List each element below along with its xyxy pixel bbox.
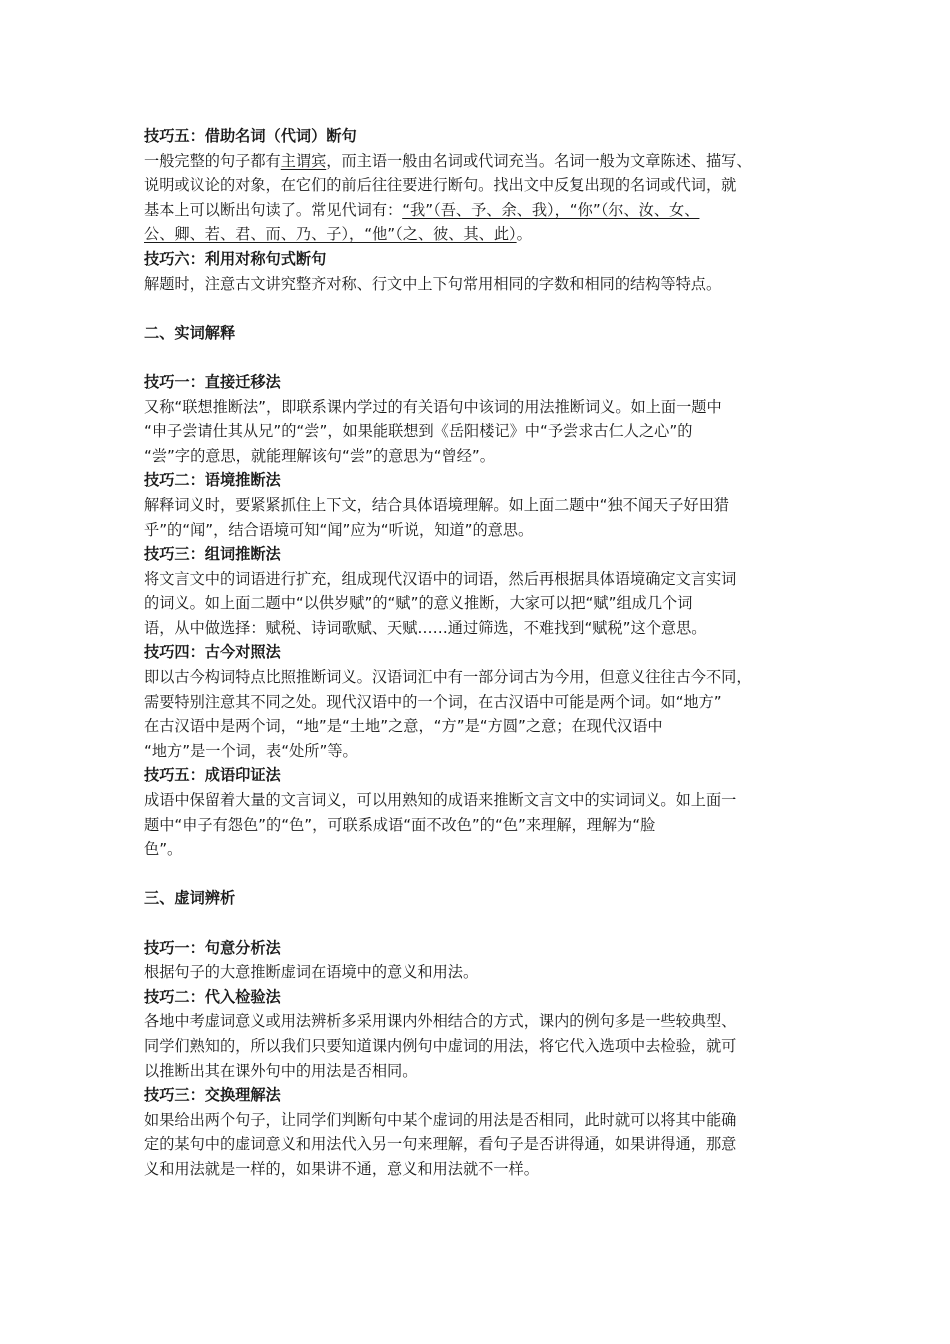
paragraph-line (144, 690, 816, 715)
paragraph-line (144, 444, 816, 469)
paragraph-line (144, 173, 816, 198)
paragraph (144, 493, 816, 542)
paragraph-line (144, 714, 816, 739)
blank-line (144, 862, 816, 887)
text-run: 色”。 (144, 840, 183, 859)
underlined-text: 主谓宾 (280, 151, 327, 170)
text-run: 语，从中做选择：赋税、诗词歌赋、天赋……通过筛选，不难找到“赋税”这个意思。 (144, 618, 707, 637)
underlined-text: “我”（吾、予、余、我），“你”（尔、汝、女、 (402, 200, 700, 219)
blank-line (144, 911, 816, 936)
text-run: ，而主语一般由名词或代词充当。名词一般为文章陈述、描写、 (326, 151, 752, 170)
paragraph-line (144, 198, 816, 223)
blank-line (144, 345, 816, 370)
technique-heading: 技巧一：句意分析法 (144, 938, 281, 957)
text-run: 乎”的“闻”，结合语境可知“闻”应为“听说，知道”的意思。 (144, 520, 534, 539)
underlined-text: 公、卿、若、君、而、乃、子），“他”（之、彼、其、此） (144, 225, 517, 244)
technique-heading: 技巧二：代入检验法 (144, 987, 281, 1006)
paragraph (144, 1108, 816, 1182)
text-run: “地方”是一个词，表“处所”等。 (144, 741, 358, 760)
text-run: 定的某句中的虚词意义和用法代入另一句来理解，看句子是否讲得通，如果讲得通，那意 (144, 1135, 737, 1154)
text-run: 题中“申子有怨色”的“色”，可联系成语“面不改色”的“色”来理解，理解为“脸 (144, 815, 656, 834)
paragraph (144, 665, 816, 763)
text-run: “申子尝请仕其从兄”的“尝”，如果能联想到《岳阳楼记》中“予尝求古仁人之心”的 (144, 422, 693, 441)
paragraph-line (144, 395, 816, 420)
paragraph-line (144, 567, 816, 592)
paragraph-line (144, 813, 816, 838)
technique-heading: 技巧五：借助名词（代词）断句 (144, 127, 357, 145)
paragraph-line (144, 419, 816, 444)
technique-heading: 技巧一：直接迁移法 (144, 372, 281, 391)
technique-heading: 技巧四：古今对照法 (144, 643, 281, 662)
text-run: 的词义。如上面二题中“以供岁赋”的“赋”的意义推断，大家可以把“赋”组成几个词 (144, 594, 693, 613)
blank-line (144, 296, 816, 321)
section-heading: 三、虚词辨析 (144, 889, 236, 908)
paragraph (144, 395, 816, 469)
text-run: 以推断出其在课外句中的用法是否相同。 (144, 1061, 418, 1080)
paragraph-line (144, 665, 816, 690)
section-heading: 二、实词解释 (144, 323, 236, 342)
paragraph-line (144, 272, 816, 297)
text-run: 成语中保留着大量的文言词义，可以用熟知的成语来推断文言文中的实词词义。如上面一 (144, 791, 737, 810)
paragraph-line (144, 149, 816, 174)
paragraph (144, 567, 816, 641)
paragraph (144, 960, 816, 985)
text-run: 各地中考虚词意义或用法辨析多采用课内外相结合的方式，课内的例句多是一些较典型、 (144, 1012, 737, 1031)
paragraph-line (144, 1009, 816, 1034)
text-run: 解题时，注意古文讲究整齐对称、行文中上下句常用相同的字数和相同的结构等特点。 (144, 274, 722, 293)
technique-heading: 技巧二：语境推断法 (144, 471, 281, 490)
text-run: 一般完整的句子都有 (144, 151, 281, 170)
technique-heading: 技巧三：组词推断法 (144, 545, 281, 564)
text-run: 根据句子的大意推断虚词在语境中的意义和用法。 (144, 963, 479, 982)
text-run: 解释词义时，要紧紧抓住上下文，结合具体语境理解。如上面二题中“独不闻天子好田猎 (144, 495, 729, 514)
paragraph-line (144, 960, 816, 985)
text-run: 基本上可以断出句读了。常见代词有： (144, 200, 403, 219)
paragraph-line (144, 1157, 816, 1182)
paragraph-line (144, 739, 816, 764)
paragraph-line (144, 788, 816, 813)
document-body (144, 124, 816, 1182)
text-run: 同学们熟知的，所以我们只要知道课内例句中虚词的用法，将它代入选项中去检验，就可 (144, 1036, 737, 1055)
paragraph-line (144, 837, 816, 862)
paragraph (144, 149, 816, 247)
technique-heading: 技巧六：利用对称句式断句 (144, 249, 327, 268)
paragraph-line (144, 1034, 816, 1059)
text-run: 义和用法就是一样的，如果讲不通，意义和用法就不一样。 (144, 1159, 539, 1178)
paragraph-line (144, 493, 816, 518)
technique-heading: 技巧三：交换理解法 (144, 1086, 281, 1105)
text-run: 说明或议论的对象，在它们的前后往往要进行断句。找出文中反复出现的名词或代词，就 (144, 176, 737, 195)
paragraph (144, 788, 816, 862)
technique-heading: 技巧五：成语印证法 (144, 766, 281, 785)
text-run: 又称“联想推断法”，即联系课内学过的有关语句中该词的用法推断词义。如上面一题中 (144, 397, 722, 416)
text-run: 在古汉语中是两个词，“地”是“土地”之意，“方”是“方圆”之意；在现代汉语中 (144, 717, 663, 736)
paragraph (144, 272, 816, 297)
text-run: 需要特别注意其不同之处。现代汉语中的一个词，在古汉语中可能是两个词。如“地方” (144, 692, 722, 711)
text-run: “尝”字的意思，就能理解该句“尝”的意思为“曾经”。 (144, 446, 495, 465)
text-run: 如果给出两个句子，让同学们判断句中某个虚词的用法是否相同，此时就可以将其中能确 (144, 1110, 737, 1129)
paragraph-line (144, 222, 816, 247)
paragraph-line (144, 616, 816, 641)
text-run: 。 (516, 225, 532, 244)
paragraph-line (144, 591, 816, 616)
text-run: 即以古今构词特点比照推断词义。汉语词汇中有一部分词古为今用，但意义往往古今不同， (144, 668, 752, 687)
paragraph-line (144, 1059, 816, 1084)
text-run: 将文言文中的词语进行扩充，组成现代汉语中的词语，然后再根据具体语境确定文言实词 (144, 569, 737, 588)
paragraph-line (144, 1132, 816, 1157)
paragraph-line (144, 1108, 816, 1133)
paragraph (144, 1009, 816, 1083)
paragraph-line (144, 518, 816, 543)
